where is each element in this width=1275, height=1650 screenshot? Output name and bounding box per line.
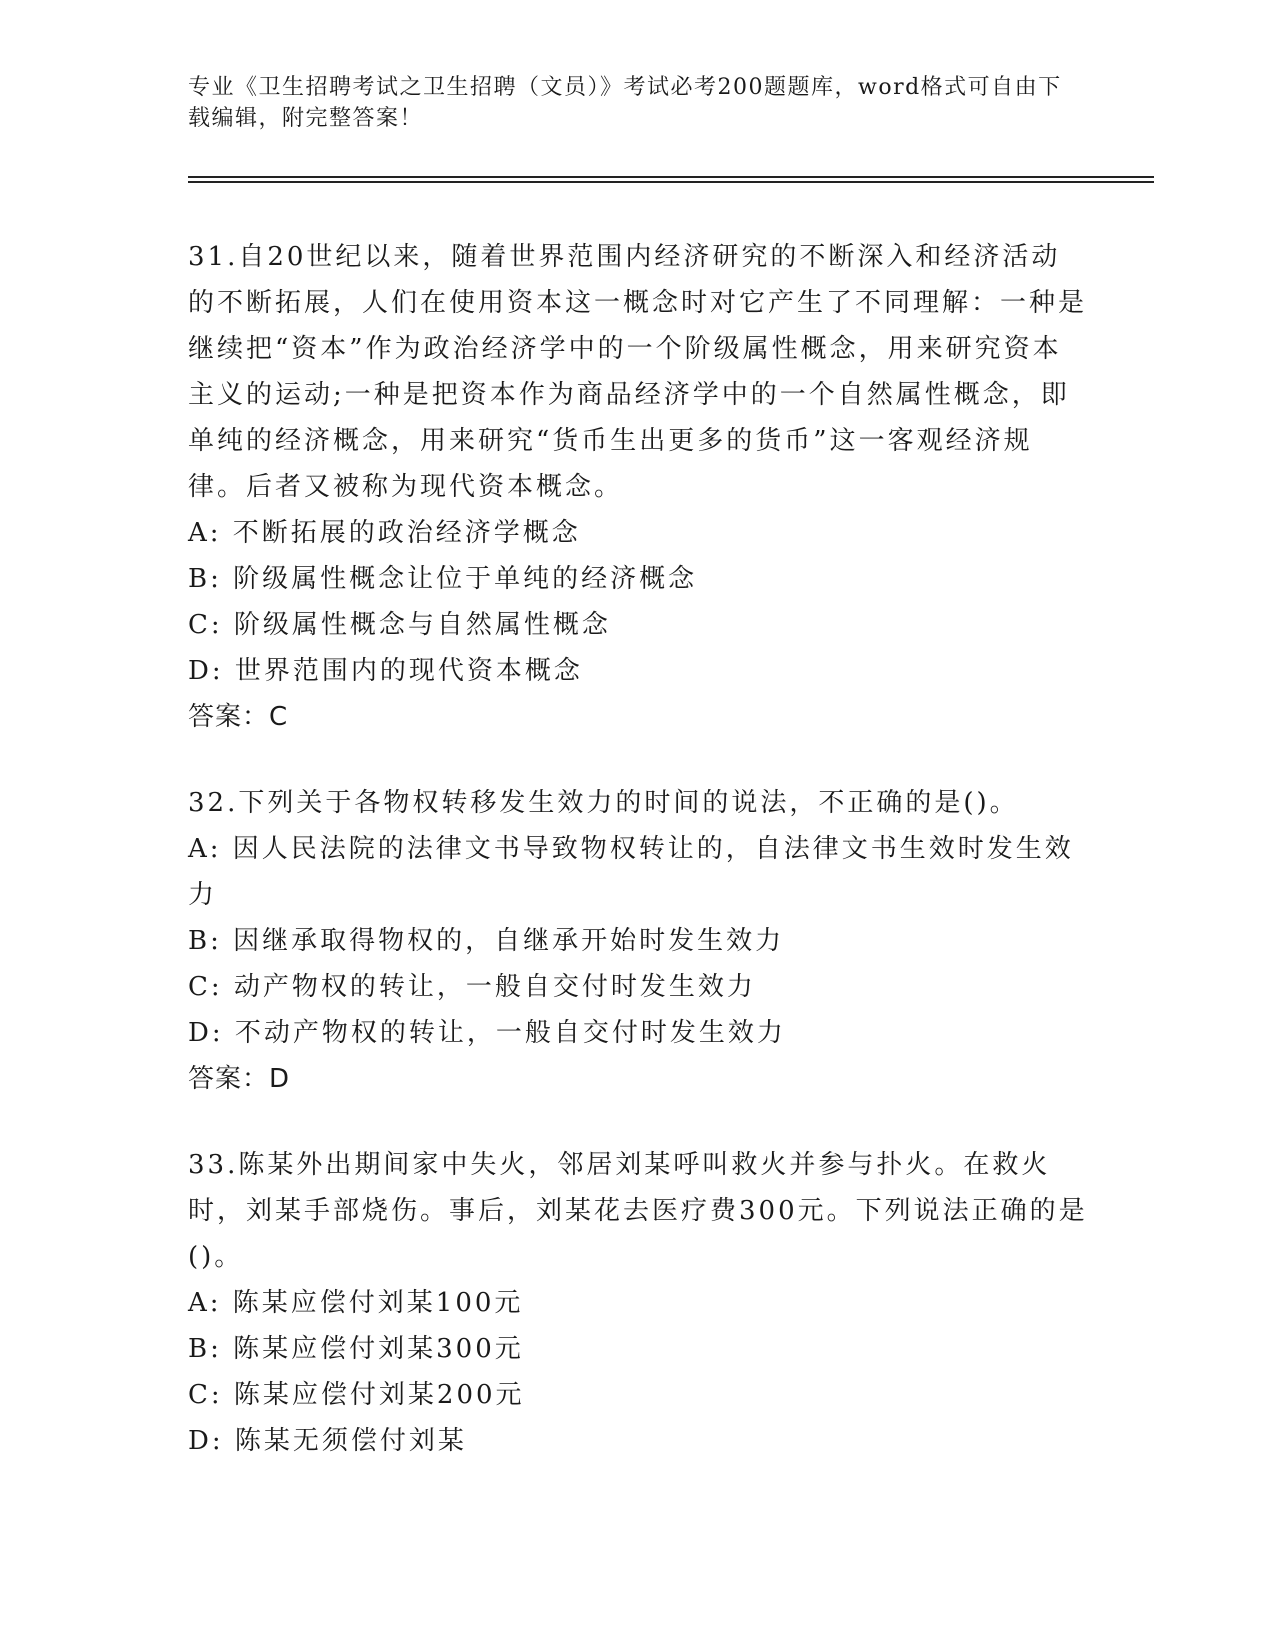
header-divider-top — [188, 176, 1154, 178]
question-stem: 33.陈某外出期间家中失火，邻居刘某呼叫救火并参与扑火。在救火时，刘某手部烧伤。事后，刘某花去医疗费300元。下列说法正确的是()。 — [188, 1150, 1088, 1272]
option-b: B: 陈某应偿付刘某300元 — [188, 1334, 524, 1364]
answer: 答案：D — [188, 1064, 291, 1094]
option-b: B: 因继承取得物权的，自继承开始时发生效力 — [188, 926, 785, 956]
option-b: B: 阶级属性概念让位于单纯的经济概念 — [188, 564, 698, 594]
question-list — [188, 234, 1088, 1504]
option-c: C: 陈某应偿付刘某200元 — [188, 1380, 525, 1410]
header-divider-bottom — [188, 181, 1154, 183]
option-d: D: 世界范围内的现代资本概念 — [188, 656, 583, 686]
question-stem: 32.下列关于各物权转移发生效力的时间的说法，不正确的是()。 — [188, 788, 1019, 818]
option-c: C: 动产物权的转让，一般自交付时发生效力 — [188, 972, 756, 1002]
question-33 — [188, 1142, 1088, 1464]
document-header: 专业《卫生招聘考试之卫生招聘（文员）》考试必考200题题库，word格式可自由下载编辑，附完整答案！ — [188, 75, 1062, 131]
option-d: D: 陈某无须偿付刘某 — [188, 1426, 467, 1456]
question-stem: 31.自20世纪以来，随着世界范围内经济研究的不断深入和经济活动的不断拓展，人们在使用资本这一概念时对它产生了不同理解：一种是继续把“资本”作为政治经济学中的一个阶级属性概念，用来研究资本主义的运动;一种是把资本作为商品经济学中的一个自然属性概念，即单纯的经济概念，用来研究“货币生出更多的货币”这一客观经济规律。后者又被称为现代资本概念。 — [188, 242, 1088, 502]
option-a: A: 不断拓展的政治经济学概念 — [188, 518, 581, 548]
answer: 答案：C — [188, 702, 289, 732]
question-31 — [188, 234, 1088, 740]
option-d: D: 不动产物权的转让，一般自交付时发生效力 — [188, 1018, 786, 1048]
question-32 — [188, 780, 1088, 1102]
option-a: A: 因人民法院的法律文书导致物权转让的，自法律文书生效时发生效力 — [188, 834, 1074, 910]
option-a: A: 陈某应偿付刘某100元 — [188, 1288, 524, 1318]
option-c: C: 阶级属性概念与自然属性概念 — [188, 610, 611, 640]
